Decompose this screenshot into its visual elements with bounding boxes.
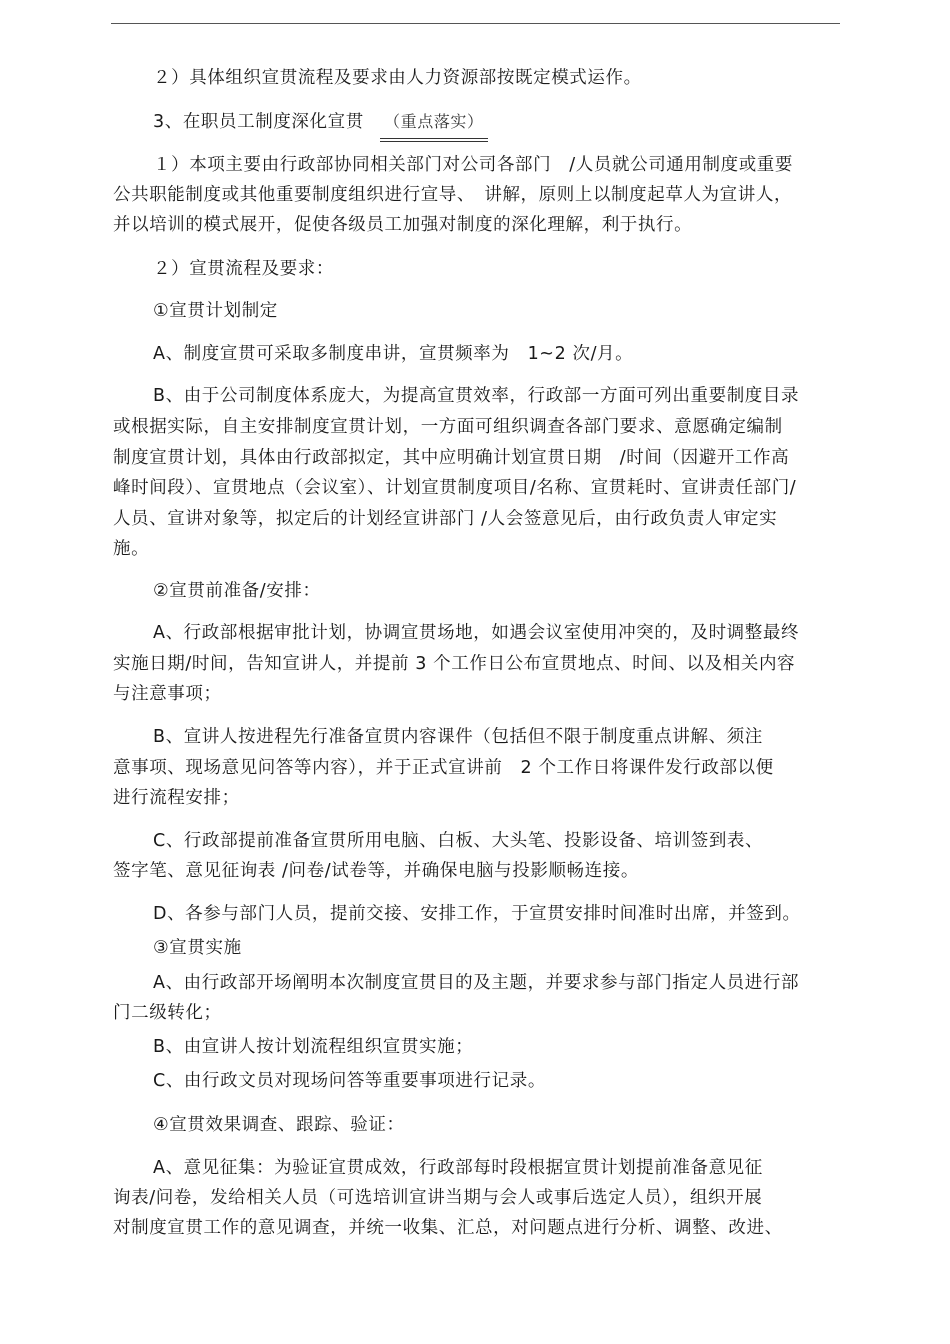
double-underline [380,138,488,142]
text-line: A、由行政部开场阐明本次制度宣贯目的及主题，并要求参与部门指定人员进行部 [153,973,800,993]
text-line: 对制度宣贯工作的意见调查，并统一收集、汇总，对问题点进行分析、调整、改进、 [113,1218,783,1238]
text-line: 意事项、现场意见问答等内容），并于正式宣讲前 2 个工作日将课件发行政部以便 [113,758,774,778]
text-line: C、行政部提前准备宣贯所用电脑、白板、大头笔、投影设备、培训签到表、 [153,831,764,851]
text-line: 施。 [113,539,150,559]
text-line: 签字笔、意见征询表 /问卷/试卷等，并确保电脑与投影顺畅连接。 [113,861,639,881]
text-line: A、制度宣贯可采取多制度串讲，宣贯频率为 1~2 次/月。 [153,344,634,364]
text-line: B、由于公司制度体系庞大，为提高宣贯效率，行政部一方面可列出重要制度目录 [153,386,800,406]
text-line: ２）具体组织宣贯流程及要求由人力资源部按既定模式运作。 [153,68,642,88]
text-line: ③宣贯实施 [153,938,242,958]
text-line: A、行政部根据审批计划，协调宣贯场地，如遇会议室使用冲突的，及时调整最终 [153,623,800,643]
text-line: ２）宣贯流程及要求： [153,259,334,279]
emphasis-tag-label: （重点落实） [384,112,484,131]
text-line: 门二级转化； [113,1003,222,1023]
section-title: 3、在职员工制度深化宣贯 [153,112,364,132]
text-line: B、由宣讲人按计划流程组织宣贯实施； [153,1037,474,1057]
text-line: ①宣贯计划制定 [153,301,278,321]
text-line: 或根据实际，自主安排制度宣贯计划，一方面可组织调查各部门要求、意愿确定编制 [113,417,783,437]
header-rule [111,23,840,24]
emphasis-tag [384,110,484,134]
text-line: 公共职能制度或其他重要制度组织进行宣导、 讲解，原则上以制度起草人为宣讲人， [113,185,793,205]
text-line: D、各参与部门人员，提前交接、安排工作，于宣贯安排时间准时出席，并签到。 [153,904,801,924]
section-heading [153,110,484,134]
text-line: 实施日期/时间，告知宣讲人，并提前 3 个工作日公布宣贯地点、时间、以及相关内容 [113,654,796,674]
text-line: ④宣贯效果调查、跟踪、验证： [153,1115,405,1135]
text-line: １）本项主要由行政部协同相关部门对公司各部门 /人员就公司通用制度或重要 [153,155,793,175]
text-line: 峰时间段）、宣贯地点（会议室）、计划宣贯制度项目/名称、宣贯耗时、宣讲责任部门/ [113,478,797,498]
text-line: 进行流程安排； [113,788,240,808]
text-line: 制度宣贯计划，具体由行政部拟定，其中应明确计划宣贯日期 /时间（因避开工作高 [113,448,790,468]
text-line: 人员、宣讲对象等，拟定后的计划经宣讲部门 /人会签意见后，由行政负责人审定实 [113,509,778,529]
text-line: ②宣贯前准备/安排： [153,581,321,601]
text-line: 并以培训的模式展开，促使各级员工加强对制度的深化理解，利于执行。 [113,215,693,235]
text-line: C、由行政文员对现场问答等重要事项进行记录。 [153,1071,546,1091]
text-line: 与注意事项； [113,684,222,704]
text-line: B、宣讲人按进程先行准备宣贯内容课件（包括但不限于制度重点讲解、须注 [153,727,763,747]
text-line: A、意见征集：为验证宣贯成效，行政部每时段根据宣贯计划提前准备意见征 [153,1158,763,1178]
text-line: 询表/问卷，发给相关人员（可选培训宣讲当期与会人或事后选定人员），组织开展 [113,1188,763,1208]
